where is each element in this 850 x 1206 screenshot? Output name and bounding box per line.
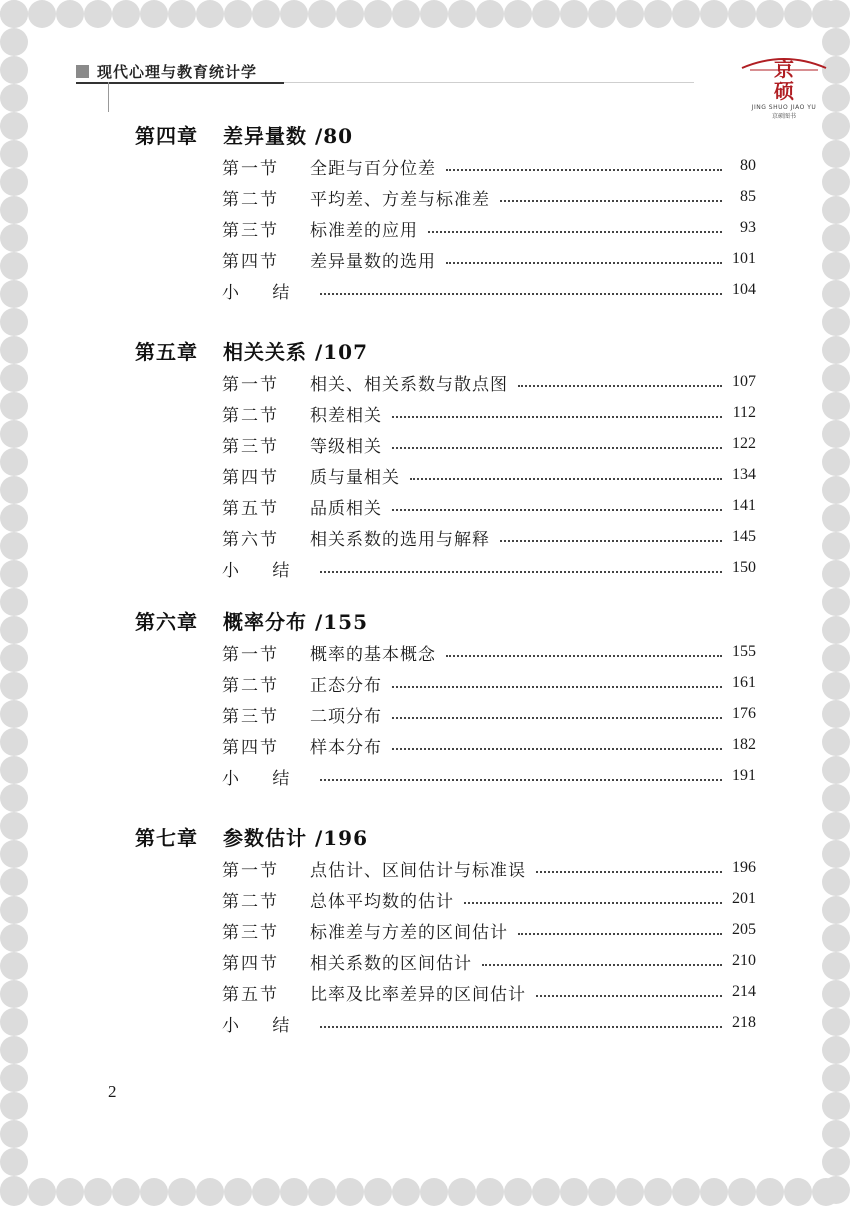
toc-entry[interactable] xyxy=(222,183,756,211)
toc-entry[interactable] xyxy=(222,762,756,790)
chapter-heading xyxy=(135,606,368,635)
toc-entry[interactable] xyxy=(222,399,756,427)
section-title: 平均差、方差与标准差 xyxy=(310,189,490,210)
section-label: 小 结 xyxy=(222,1015,304,1036)
toc-entry[interactable] xyxy=(222,669,756,697)
section-label: 小 结 xyxy=(222,282,304,303)
page-ref: 134 xyxy=(732,466,756,483)
dot-leader xyxy=(464,902,722,904)
toc-entry[interactable] xyxy=(222,916,756,944)
section-label: 小 结 xyxy=(222,560,304,581)
page-ref: 93 xyxy=(740,219,756,236)
section-label: 第一节 xyxy=(222,860,279,881)
toc-entry[interactable] xyxy=(222,461,756,489)
section-label: 第二节 xyxy=(222,891,279,912)
section-title: 概率的基本概念 xyxy=(310,644,436,665)
section-title: 标准差的应用 xyxy=(310,220,418,241)
toc-entry[interactable] xyxy=(222,731,756,759)
section-title: 全距与百分位差 xyxy=(310,158,436,179)
page-ref: 161 xyxy=(732,674,756,691)
logo-pinyin: JING SHUO JIAO YU xyxy=(751,104,817,111)
section-label: 第四节 xyxy=(222,737,279,758)
section-label: 第五节 xyxy=(222,498,279,519)
toc-entry[interactable] xyxy=(222,523,756,551)
page-ref: 85 xyxy=(740,188,756,205)
section-title: 差异量数的选用 xyxy=(310,251,436,272)
section-title: 等级相关 xyxy=(310,436,382,457)
dot-leader xyxy=(536,995,722,997)
section-title: 质与量相关 xyxy=(310,467,400,488)
dot-leader xyxy=(518,385,722,387)
dot-leader xyxy=(320,293,722,295)
page-ref: 122 xyxy=(732,435,756,452)
page-ref: 101 xyxy=(732,250,756,267)
section-label: 第一节 xyxy=(222,158,279,179)
chapter-label: 第七章 xyxy=(135,826,198,850)
dot-leader xyxy=(392,686,722,688)
section-label: 第三节 xyxy=(222,922,279,943)
header-thin-rule xyxy=(284,82,694,83)
chapter-title: 概率分布 /155 xyxy=(223,610,369,634)
page-ref: 182 xyxy=(732,736,756,753)
section-label: 第一节 xyxy=(222,374,279,395)
chapter-heading xyxy=(135,120,353,149)
section-title: 相关系数的选用与解释 xyxy=(310,529,490,550)
page-ref: 196 xyxy=(732,859,756,876)
dot-leader xyxy=(320,1026,722,1028)
dot-leader xyxy=(446,262,722,264)
toc-entry[interactable] xyxy=(222,638,756,666)
page-ref: 191 xyxy=(732,767,756,784)
chapter-label: 第五章 xyxy=(135,340,198,364)
dot-leader xyxy=(392,717,722,719)
page-ref: 80 xyxy=(740,157,756,174)
section-title: 样本分布 xyxy=(310,737,382,758)
dot-leader xyxy=(392,748,722,750)
logo-emblem-icon xyxy=(738,48,830,102)
logo-char: 京 xyxy=(774,57,794,81)
toc-entry[interactable] xyxy=(222,854,756,882)
chapter-heading xyxy=(135,822,368,851)
section-title: 品质相关 xyxy=(310,498,382,519)
page-ref: 176 xyxy=(732,705,756,722)
section-title: 点估计、区间估计与标准误 xyxy=(310,860,526,881)
toc-entry[interactable] xyxy=(222,554,756,582)
page-ref: 205 xyxy=(732,921,756,938)
toc-entry[interactable] xyxy=(222,214,756,242)
section-title: 相关系数的区间估计 xyxy=(310,953,472,974)
toc-entry[interactable] xyxy=(222,276,756,304)
section-title: 二项分布 xyxy=(310,706,382,727)
page-ref: 150 xyxy=(732,559,756,576)
page-ref: 112 xyxy=(732,404,756,421)
chapter-label: 第六章 xyxy=(135,610,198,634)
section-label: 第二节 xyxy=(222,189,279,210)
section-label: 第二节 xyxy=(222,675,279,696)
dot-leader xyxy=(320,571,722,573)
toc-entry[interactable] xyxy=(222,947,756,975)
section-label: 第三节 xyxy=(222,706,279,727)
dot-leader xyxy=(428,231,722,233)
toc-entry[interactable] xyxy=(222,492,756,520)
dot-leader xyxy=(320,779,722,781)
page-ref: 155 xyxy=(732,643,756,660)
section-label: 第四节 xyxy=(222,467,279,488)
toc-entry[interactable] xyxy=(222,1009,756,1037)
section-label: 第三节 xyxy=(222,220,279,241)
section-title: 比率及比率差异的区间估计 xyxy=(310,984,526,1005)
chapter-title: 差异量数 /80 xyxy=(223,124,354,148)
dot-leader xyxy=(410,478,722,480)
section-label: 小 结 xyxy=(222,768,304,789)
chapter-title: 相关关系 /107 xyxy=(223,340,369,364)
page-ref: 201 xyxy=(732,890,756,907)
dot-leader xyxy=(392,447,722,449)
chapter-heading xyxy=(135,336,368,365)
toc-entry[interactable] xyxy=(222,245,756,273)
section-title: 标准差与方差的区间估计 xyxy=(310,922,508,943)
toc-entry[interactable] xyxy=(222,885,756,913)
chapter-title: 参数估计 /196 xyxy=(223,826,369,850)
dot-leader xyxy=(392,509,722,511)
dot-leader xyxy=(500,200,722,202)
logo-char-2: 硕 xyxy=(774,79,794,102)
book-title: 现代心理与教育统计学 xyxy=(97,62,258,81)
section-label: 第二节 xyxy=(222,405,279,426)
page-ref: 214 xyxy=(732,983,756,1000)
dot-leader xyxy=(446,169,722,171)
page-ref: 145 xyxy=(732,528,756,545)
dot-leader xyxy=(446,655,722,657)
page-ref: 218 xyxy=(732,1014,756,1031)
section-label: 第四节 xyxy=(222,953,279,974)
page-number: 2 xyxy=(108,1082,117,1101)
page-ref: 210 xyxy=(732,952,756,969)
section-title: 总体平均数的估计 xyxy=(310,891,454,912)
toc-entry[interactable] xyxy=(222,700,756,728)
section-title: 正态分布 xyxy=(310,675,382,696)
dot-leader xyxy=(392,416,722,418)
section-title: 积差相关 xyxy=(310,405,382,426)
chapter-label: 第四章 xyxy=(135,124,198,148)
header-square-icon xyxy=(76,65,89,78)
page-ref: 141 xyxy=(732,497,756,514)
toc-entry[interactable] xyxy=(222,368,756,396)
section-label: 第五节 xyxy=(222,984,279,1005)
running-header xyxy=(76,60,257,82)
logo-name: 京硕图书 xyxy=(771,113,796,120)
section-label: 第六节 xyxy=(222,529,279,550)
publisher-logo xyxy=(738,48,830,128)
dot-leader xyxy=(518,933,722,935)
toc-entry[interactable] xyxy=(222,978,756,1006)
toc-entry[interactable] xyxy=(222,152,756,180)
section-title: 相关、相关系数与散点图 xyxy=(310,374,508,395)
section-label: 第一节 xyxy=(222,644,279,665)
page-ref: 107 xyxy=(732,373,756,390)
section-label: 第四节 xyxy=(222,251,279,272)
dot-leader xyxy=(482,964,722,966)
dot-leader xyxy=(536,871,722,873)
toc-entry[interactable] xyxy=(222,430,756,458)
section-label: 第三节 xyxy=(222,436,279,457)
dot-leader xyxy=(500,540,722,542)
page-ref: 104 xyxy=(732,281,756,298)
margin-line xyxy=(108,82,109,112)
